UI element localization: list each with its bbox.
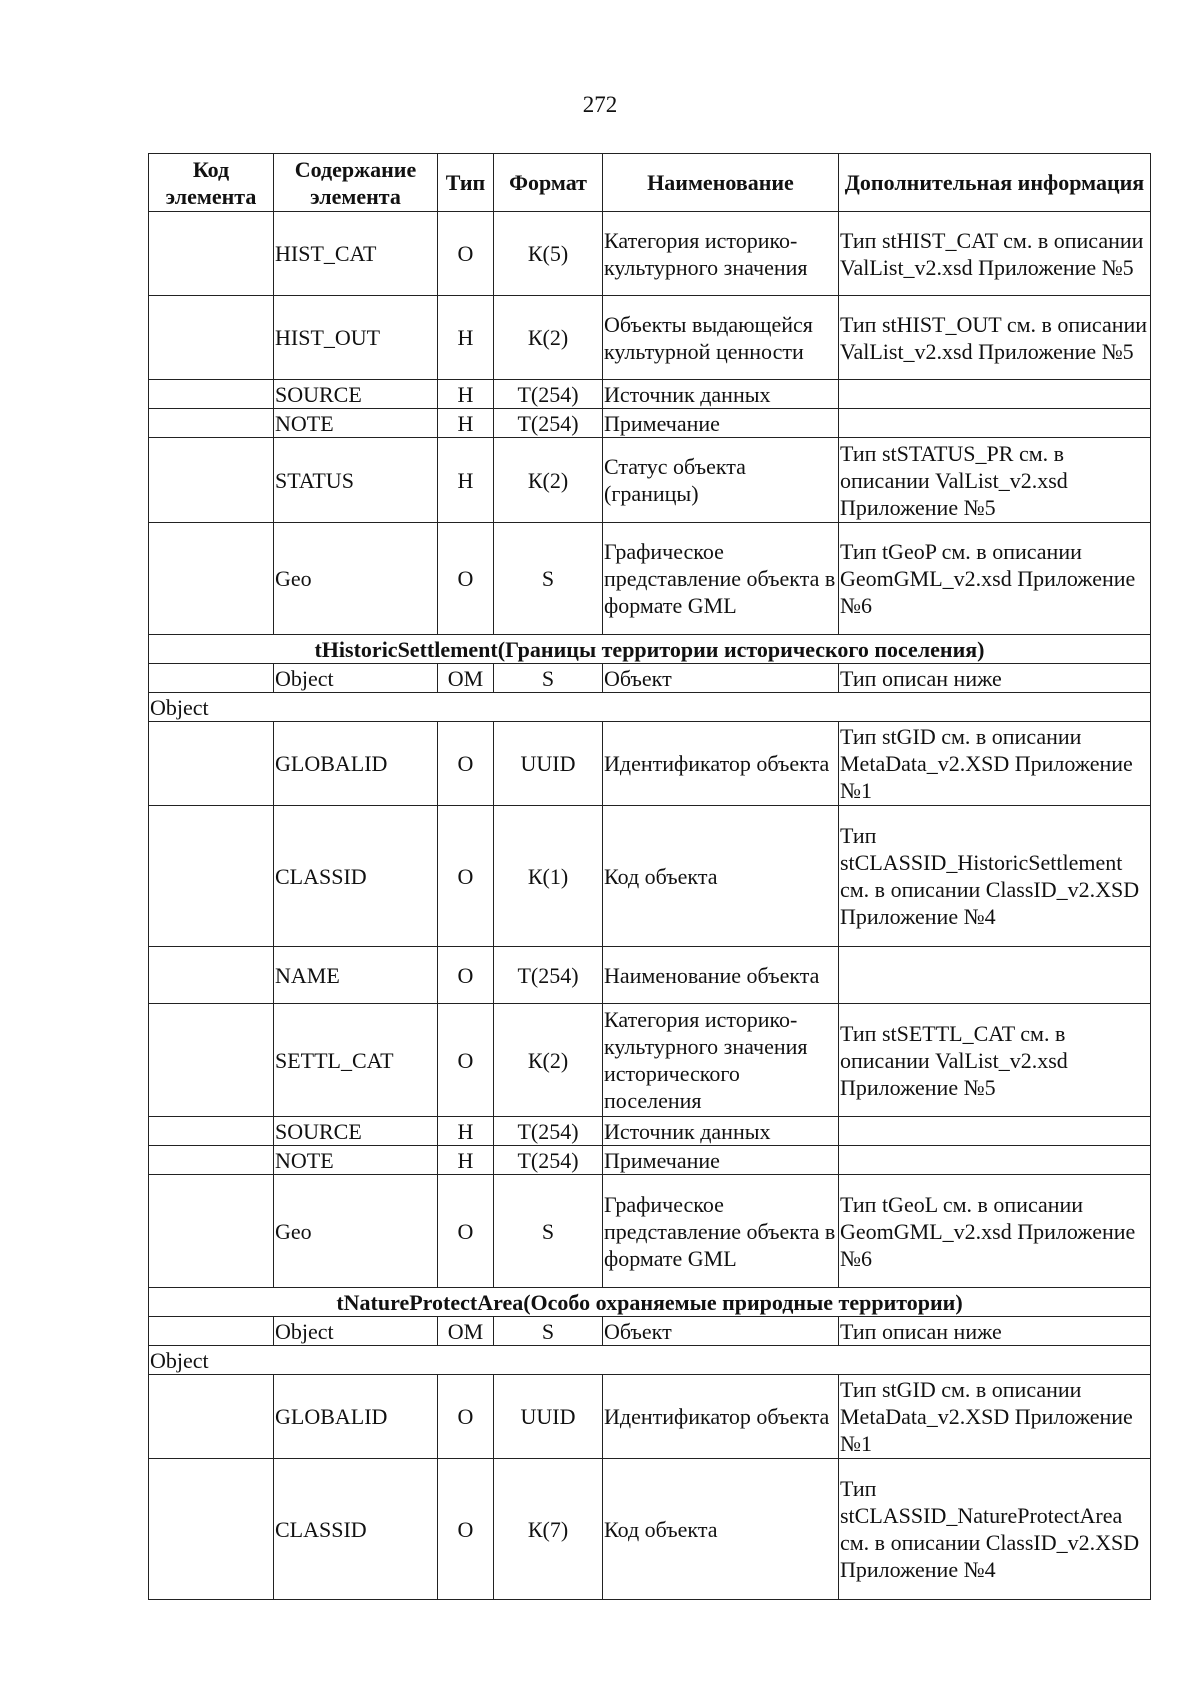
cell-info: Тип stGID см. в описании MetaData_v2.XSD Приложение №1	[839, 722, 1151, 806]
cell-info: Тип tGeoP см. в описании GeomGML_v2.xsd Приложение №6	[839, 523, 1151, 635]
cell-code	[149, 1175, 274, 1288]
table-row	[149, 380, 1151, 409]
cell-info	[839, 380, 1151, 409]
cell-format: S	[494, 1175, 603, 1288]
section-title: tNatureProtectArea(Особо охраняемые природные территории)	[149, 1288, 1151, 1317]
table-row	[149, 664, 1151, 693]
cell-code	[149, 438, 274, 523]
cell-name: Категория историко-культурного значения	[603, 212, 839, 296]
cell-info: Тип tGeoL см. в описании GeomGML_v2.xsd Приложение №6	[839, 1175, 1151, 1288]
cell-info: Тип описан ниже	[839, 1317, 1151, 1346]
cell-type: О	[438, 212, 494, 296]
table-row	[149, 806, 1151, 947]
cell-name: Графическое представление объекта в формате GML	[603, 523, 839, 635]
cell-type: О	[438, 1175, 494, 1288]
cell-content: SOURCE	[274, 380, 438, 409]
table-row	[149, 947, 1151, 1004]
cell-code	[149, 722, 274, 806]
cell-content: Object	[274, 664, 438, 693]
cell-name: Примечание	[603, 1146, 839, 1175]
cell-type: О	[438, 806, 494, 947]
cell-info	[839, 947, 1151, 1004]
cell-type: О	[438, 1375, 494, 1459]
cell-format: Т(254)	[494, 1117, 603, 1146]
cell-info: Тип stSETTL_CAT см. в описании ValList_v2.xsd Приложение №5	[839, 1004, 1151, 1117]
header-content: Содержание элемента	[274, 154, 438, 212]
cell-name: Источник данных	[603, 1117, 839, 1146]
cell-content: STATUS	[274, 438, 438, 523]
cell-name: Объекты выдающейся культурной ценности	[603, 296, 839, 380]
cell-content: HIST_CAT	[274, 212, 438, 296]
cell-code	[149, 664, 274, 693]
cell-format: К(7)	[494, 1459, 603, 1600]
cell-info	[839, 1117, 1151, 1146]
cell-format: Т(254)	[494, 409, 603, 438]
table-row	[149, 523, 1151, 635]
cell-code	[149, 1004, 274, 1117]
data-table	[148, 153, 1151, 1600]
cell-type: О	[438, 947, 494, 1004]
table-header-row	[149, 154, 1151, 212]
cell-content: CLASSID	[274, 806, 438, 947]
table-row	[149, 1175, 1151, 1288]
cell-type: ОМ	[438, 664, 494, 693]
cell-format: UUID	[494, 1375, 603, 1459]
cell-content: NOTE	[274, 409, 438, 438]
cell-content: SOURCE	[274, 1117, 438, 1146]
cell-format: К(5)	[494, 212, 603, 296]
cell-code	[149, 409, 274, 438]
header-type: Тип	[438, 154, 494, 212]
cell-code	[149, 1459, 274, 1600]
cell-info: Тип описан ниже	[839, 664, 1151, 693]
cell-name: Идентификатор объекта	[603, 722, 839, 806]
cell-type: Н	[438, 1117, 494, 1146]
cell-code	[149, 523, 274, 635]
cell-name: Объект	[603, 1317, 839, 1346]
cell-format: К(1)	[494, 806, 603, 947]
cell-content: GLOBALID	[274, 722, 438, 806]
table-row	[149, 212, 1151, 296]
cell-name: Идентификатор объекта	[603, 1375, 839, 1459]
table-row	[149, 438, 1151, 523]
cell-format: S	[494, 523, 603, 635]
cell-info	[839, 409, 1151, 438]
cell-content: Object	[274, 1317, 438, 1346]
cell-type: Н	[438, 380, 494, 409]
object-label-row	[149, 693, 1151, 722]
header-name: Наименование	[603, 154, 839, 212]
cell-format: S	[494, 664, 603, 693]
cell-info: Тип stCLASSID_HistoricSettlement см. в описании ClassID_v2.XSD Приложение №4	[839, 806, 1151, 947]
cell-info	[839, 1146, 1151, 1175]
cell-content: NOTE	[274, 1146, 438, 1175]
cell-code	[149, 1117, 274, 1146]
cell-format: Т(254)	[494, 380, 603, 409]
cell-code	[149, 296, 274, 380]
cell-code	[149, 1317, 274, 1346]
cell-name: Источник данных	[603, 380, 839, 409]
cell-type: О	[438, 1459, 494, 1600]
cell-code	[149, 806, 274, 947]
table-row	[149, 409, 1151, 438]
cell-type: ОМ	[438, 1317, 494, 1346]
cell-name: Код объекта	[603, 1459, 839, 1600]
cell-code	[149, 1375, 274, 1459]
table-row	[149, 296, 1151, 380]
cell-name: Графическое представление объекта в формате GML	[603, 1175, 839, 1288]
cell-name: Статус объекта (границы)	[603, 438, 839, 523]
cell-name: Объект	[603, 664, 839, 693]
table-row	[149, 1117, 1151, 1146]
table-row	[149, 1375, 1151, 1459]
cell-content: Geo	[274, 1175, 438, 1288]
cell-name: Категория историко-культурного значения исторического поселения	[603, 1004, 839, 1117]
section-header-row	[149, 1288, 1151, 1317]
header-code: Код элемента	[149, 154, 274, 212]
cell-type: Н	[438, 409, 494, 438]
object-label: Object	[149, 693, 1151, 722]
cell-code	[149, 1146, 274, 1175]
table-row	[149, 1146, 1151, 1175]
table-row	[149, 1317, 1151, 1346]
cell-name: Код объекта	[603, 806, 839, 947]
cell-format: К(2)	[494, 296, 603, 380]
cell-format: К(2)	[494, 1004, 603, 1117]
section-header-row	[149, 635, 1151, 664]
section-title: tHistoricSettlement(Границы территории исторического поселения)	[149, 635, 1151, 664]
cell-type: О	[438, 722, 494, 806]
cell-type: О	[438, 523, 494, 635]
table-row	[149, 722, 1151, 806]
cell-code	[149, 380, 274, 409]
cell-format: Т(254)	[494, 1146, 603, 1175]
cell-info: Тип stHIST_CAT см. в описании ValList_v2.xsd Приложение №5	[839, 212, 1151, 296]
table-body	[149, 212, 1151, 1600]
cell-info: Тип stSTATUS_PR см. в описании ValList_v2.xsd Приложение №5	[839, 438, 1151, 523]
cell-code	[149, 212, 274, 296]
cell-format: UUID	[494, 722, 603, 806]
object-label: Object	[149, 1346, 1151, 1375]
table-row	[149, 1459, 1151, 1600]
cell-type: О	[438, 1004, 494, 1117]
cell-format: S	[494, 1317, 603, 1346]
header-info: Дополнительная информация	[839, 154, 1151, 212]
cell-type: Н	[438, 438, 494, 523]
cell-content: Geo	[274, 523, 438, 635]
cell-content: HIST_OUT	[274, 296, 438, 380]
cell-name: Наименование объекта	[603, 947, 839, 1004]
cell-info: Тип stCLASSID_NatureProtectArea см. в описании ClassID_v2.XSD Приложение №4	[839, 1459, 1151, 1600]
cell-content: CLASSID	[274, 1459, 438, 1600]
cell-name: Примечание	[603, 409, 839, 438]
cell-info: Тип stGID см. в описании MetaData_v2.XSD Приложение №1	[839, 1375, 1151, 1459]
cell-type: Н	[438, 1146, 494, 1175]
cell-info: Тип stHIST_OUT см. в описании ValList_v2.xsd Приложение №5	[839, 296, 1151, 380]
object-label-row	[149, 1346, 1151, 1375]
cell-content: SETTL_CAT	[274, 1004, 438, 1117]
page-number: 272	[582, 92, 618, 117]
cell-code	[149, 947, 274, 1004]
cell-format: К(2)	[494, 438, 603, 523]
header-format: Формат	[494, 154, 603, 212]
cell-content: GLOBALID	[274, 1375, 438, 1459]
cell-format: Т(254)	[494, 947, 603, 1004]
table-row	[149, 1004, 1151, 1117]
cell-content: NAME	[274, 947, 438, 1004]
cell-type: Н	[438, 296, 494, 380]
